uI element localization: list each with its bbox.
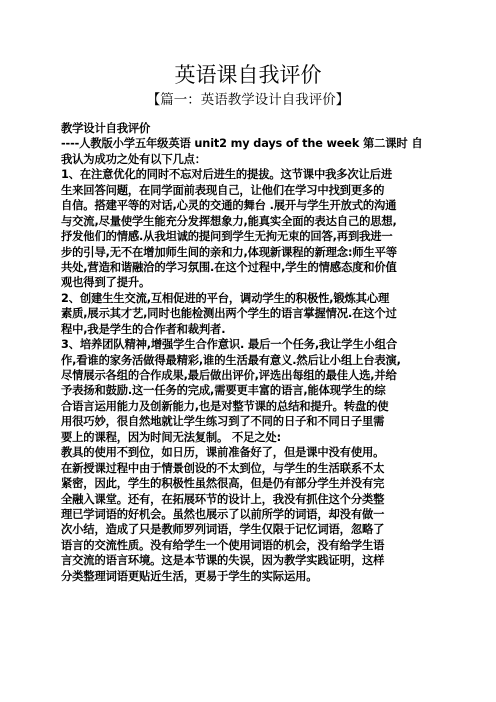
body-line: 与交流,尽量使学生能充分发挥想象力,能真实全面的表达自己的思想, — [61, 214, 397, 228]
body-line: 在新授课过程中由于情景创设的不太到位，与学生的生活联系不太 — [61, 461, 385, 475]
body-line: 分类整理词语更贴近生活，更易于学生的实际运用。 — [61, 569, 318, 583]
document-subtitle: 【篇一：英语教学设计自我评价】 — [146, 92, 350, 108]
body-line: ----人教版小学五年级英语 unit2 my days of the week 第二课时 自 — [61, 137, 423, 151]
body-line: 合语言运用能力及创新能力,也是对整节课的总结和提升。转盘的使 — [61, 399, 389, 413]
body-line: 抒发他们的情感.从我坦诚的提问到学生无拘无束的回答,再到我进一 — [61, 230, 393, 244]
document-body — [61, 121, 441, 584]
body-line: 自信。搭建平等的对话,心灵的交通的舞台 .展开与学生开放式的沟通 — [61, 199, 397, 213]
body-line: 紧密，因此，学生的积极性虽然很高，但是仍有部分学生并没有完 — [61, 477, 385, 491]
body-line: 言交流的语言环境。这是本节课的失误，因为教学实践证明，这样 — [61, 554, 385, 568]
body-line: 素质,展示其才艺,同时也能检测出两个学生的语言掌握情况.在这个过 — [61, 307, 397, 321]
body-line: 教学设计自我评价 — [61, 122, 151, 135]
body-line: 语言的交流性质。没有给学生一个使用词语的机会，没有给学生语 — [61, 538, 385, 552]
body-line: 尽情展示各组的合作成果,最后做出评价,评选出每组的最佳人选,并给 — [61, 369, 397, 382]
body-line: 理已学词语的好机会。虽然也展示了以前所学的词语，却没有做一 — [61, 507, 385, 521]
body-line: 1、在注意优化的同时不忘对后进生的提拔。这节课中我多次让后进 — [61, 168, 392, 182]
body-line: 程中,我是学生的合作者和裁判者. — [61, 322, 226, 336]
body-line: 作,看谁的家务活做得最精彩,谁的生活最有意义.然后让小组上台表演, — [61, 353, 401, 367]
body-line: 我认为成功之处有以下几点： — [61, 152, 206, 166]
body-line: 要上的课程，因为时间无法复制。 不足之处: — [61, 430, 281, 444]
body-line: 教具的使用不到位，如日历，课前准备好了，但是课中没有使用。 — [61, 446, 385, 460]
body-line: 次小结，造成了只是教师罗列词语，学生仅限于记忆词语，忽略了 — [61, 523, 385, 537]
body-line: 3、培养团队精神,增强学生合作意识. 最后一个任务,我让学生小组合 — [61, 338, 398, 352]
body-line: 步的引导,无不在增加师生间的亲和力,体现新课程的新理念:师生平等 — [61, 245, 397, 259]
body-line: 生来回答问题，在同学面前表现自己，让他们在学习中找到更多的 — [61, 183, 385, 197]
body-line: 予表扬和鼓励.这一任务的完成,需要更丰富的语言,能体现学生的综 — [61, 384, 386, 398]
document-title: 英语课自我评价 — [174, 63, 322, 87]
body-line: 2、创建生生交流,互相促进的平台，调动学生的积极性,锻炼其心理 — [61, 291, 390, 305]
body-line: 观也得到了提升。 — [61, 276, 151, 290]
body-line: 共处,营造和谐融洽的学习氛围.在这个过程中,学生的情感态度和价值 — [61, 260, 397, 274]
body-line: 用很巧妙，很自然地就让学生练习到了不同的日子和不同日子里需 — [61, 415, 385, 429]
body-line: 全融入课堂。还有，在拓展环节的设计上，我没有抓住这个分类整 — [61, 492, 385, 506]
